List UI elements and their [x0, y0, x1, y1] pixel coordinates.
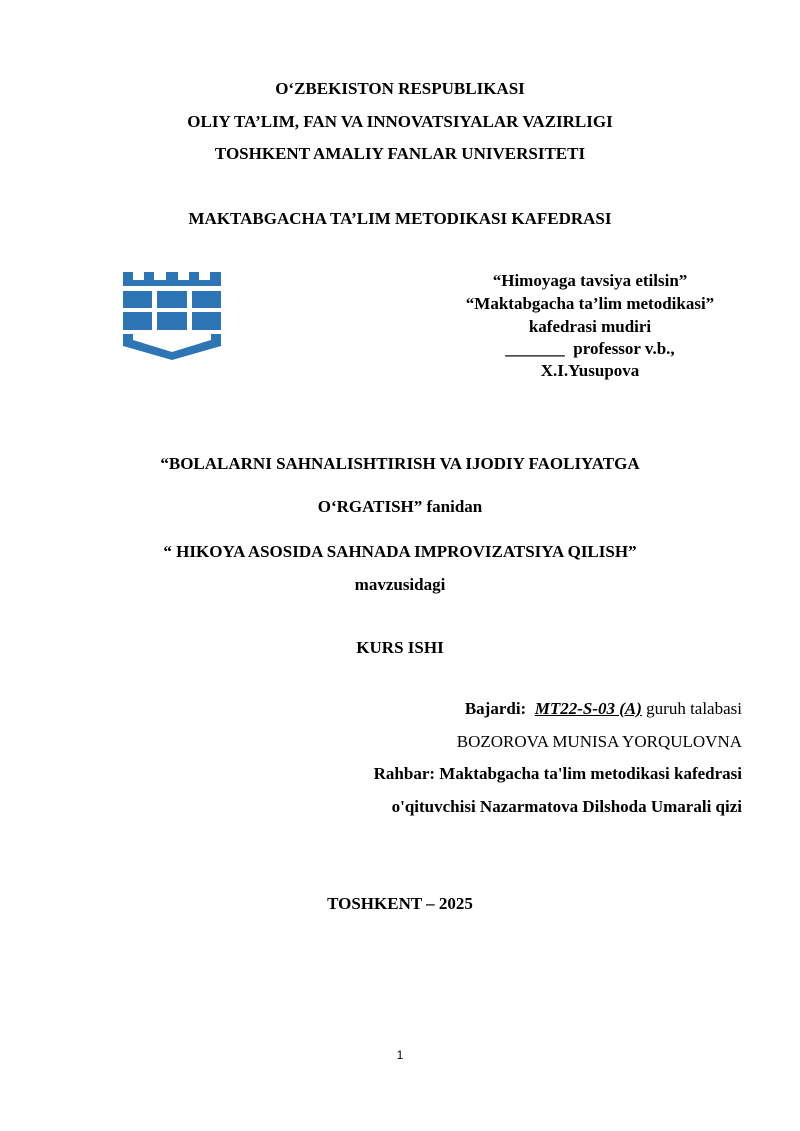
signature-blank: _______: [505, 339, 565, 358]
topic-suffix: mavzusidagi: [354, 575, 446, 594]
author-name: BOZOROVA MUNISA YORQULOVNA: [456, 732, 742, 751]
topic-title: “ HIKOYA ASOSIDA SAHNADA IMPROVIZATSIYA QILISH”: [163, 542, 637, 561]
approval-line-4: [440, 338, 740, 360]
ministry-name: OLIY TA’LIM, FAN VA INNOVATSIYALAR VAZIRLIGI: [187, 112, 613, 131]
approver-name: X.I.Yusupova: [540, 361, 640, 380]
university-name: TOSHKENT AMALIY FANLAR UNIVERSITETI: [214, 144, 586, 163]
author-group-line: [465, 698, 742, 720]
work-type: KURS ISHI: [356, 638, 444, 657]
group-code: MT22-S-03 (A): [534, 699, 642, 718]
ministry-country: O‘ZBEKISTON RESPUBLIKASI: [275, 79, 525, 98]
university-shield-logo-icon: [121, 270, 223, 362]
approval-line-1: “Himoyaga tavsiya etilsin”: [492, 271, 688, 290]
group-suffix: guruh talabasi: [646, 699, 742, 718]
subject-line-2: O‘RGATISH” fanidan: [317, 497, 483, 516]
city-year: TOSHKENT – 2025: [327, 894, 473, 913]
approval-line-3: kafedrasi mudiri: [528, 317, 652, 336]
approval-line-2: “Maktabgacha ta’lim metodikasi”: [465, 294, 715, 313]
page-number: 1: [396, 1048, 404, 1062]
department-name: MAKTABGACHA TA’LIM METODIKASI KAFEDRASI: [188, 209, 612, 228]
approver-title: professor v.b.,: [573, 339, 675, 358]
supervisor-line-1: Rahbar: Maktabgacha ta'lim metodikasi kafedrasi: [373, 764, 742, 783]
author-label: Bajardi:: [464, 699, 527, 718]
subject-line-1: “BOLALARNI SAHNALISHTIRISH VA IJODIY FAOLIYATGA: [160, 454, 640, 473]
supervisor-line-2: o'qituvchisi Nazarmatova Dilshoda Umarali qizi: [391, 797, 742, 816]
